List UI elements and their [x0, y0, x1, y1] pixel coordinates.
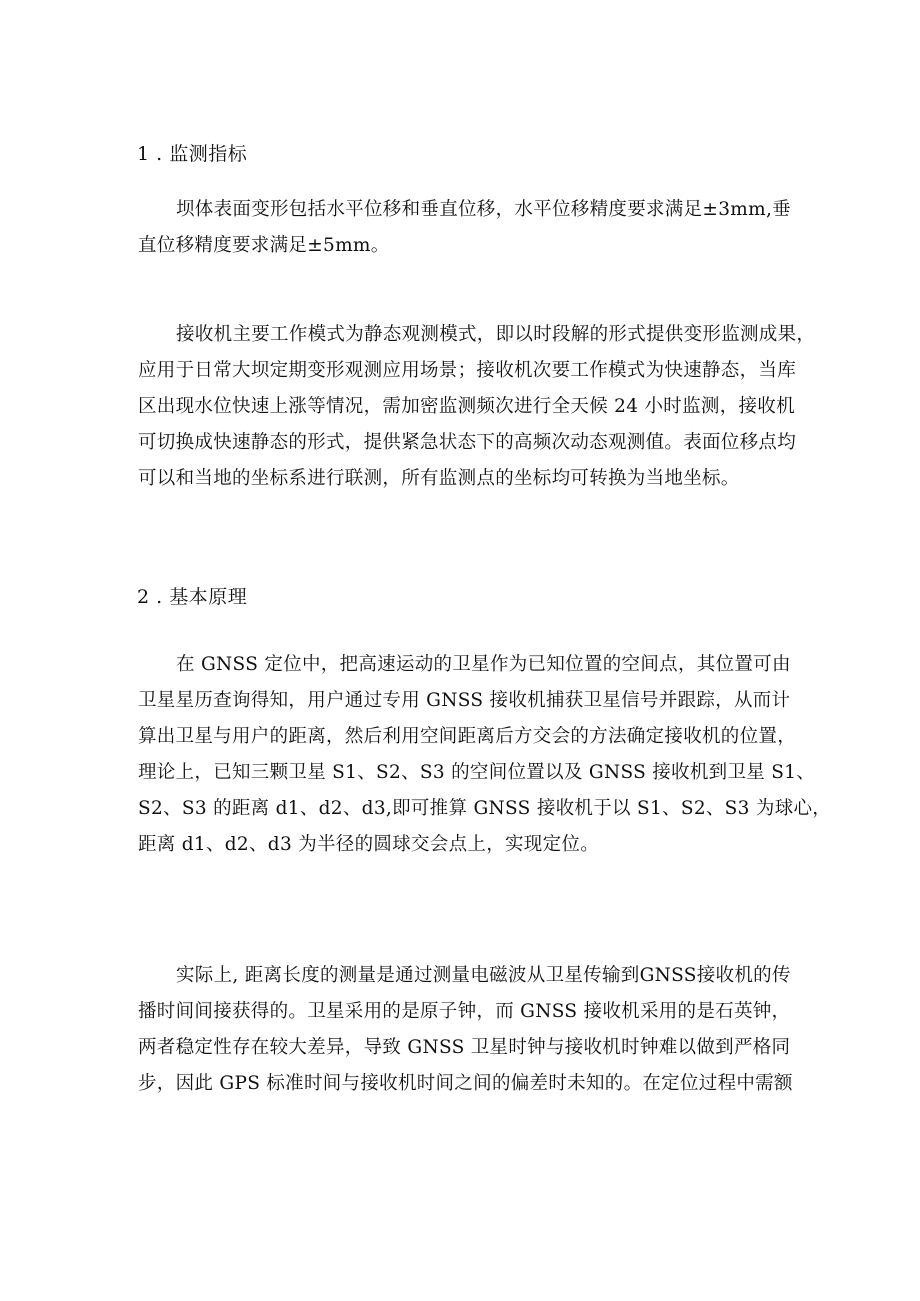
paragraph-line: 理论上，已知三颗卫星 S1、S2、S3 的空间位置以及 GNSS 接收机到卫星 S1、 — [138, 762, 816, 783]
paragraph-gnss-positioning — [138, 647, 832, 863]
paragraph-line: S2、S3 的距离 d1、d2、d3,即可推算 GNSS 接收机于以 S1、S2、S3 为球心， — [138, 798, 832, 819]
section-heading-basic-principle: 2 . 基本原理 — [137, 586, 248, 608]
paragraph-line: 算出卫星与用户的距离，然后利用空间距离后方交会的方法确定接收机的位置， — [138, 726, 797, 747]
paragraph-surface-deformation — [138, 192, 798, 264]
paragraph-line: 距离 d1、d2、d3 为半径的圆球交会点上，实现定位。 — [138, 834, 600, 855]
paragraph-line: 可切换成快速静态的形式，提供紧急状态下的高频次动态观测值。表面位移点均 — [138, 432, 797, 453]
paragraph-line: 区出现水位快速上涨等情况，需加密监测频次进行全天候 24 小时监测，接收机 — [138, 396, 795, 417]
paragraph-line: 坝体表面变形包括水平位移和垂直位移，水平位移精度要求满足±3mm,垂 — [176, 199, 791, 220]
paragraph-line: 两者稳定性存在较大差异，导致 GNSS 卫星时钟与接收机时钟难以做到严格同 — [138, 1037, 791, 1058]
paragraph-line: 应用于日常大坝定期变形观测应用场景；接收机次要工作模式为快速静态，当库 — [138, 360, 797, 381]
paragraph-line: 接收机主要工作模式为静态观测模式，即以时段解的形式提供变形监测成果， — [176, 324, 816, 345]
paragraph-receiver-working-modes — [138, 317, 816, 497]
paragraph-line: 在 GNSS 定位中，把高速运动的卫星作为已知位置的空间点，其位置可由 — [176, 654, 791, 675]
section-heading-monitoring-indicators: 1 . 监测指标 — [137, 143, 248, 165]
paragraph-line: 步，因此 GPS 标准时间与接收机时间之间的偏差时未知的。在定位过程中需额 — [138, 1073, 793, 1094]
paragraph-line: 卫星星历查询得知，用户通过专用 GNSS 接收机捕获卫星信号并跟踪，从而计 — [138, 690, 791, 711]
paragraph-line: 实际上, 距离长度的测量是通过测量电磁波从卫星传输到GNSS接收机的传 — [176, 965, 791, 986]
paragraph-line: 播时间间接获得的。卫星采用的是原子钟，而 GNSS 接收机采用的是石英钟， — [138, 1001, 791, 1022]
paragraph-distance-measurement — [138, 958, 798, 1102]
paragraph-line: 可以和当地的坐标系进行联测，所有监测点的坐标均可转换为当地坐标。 — [138, 468, 740, 489]
paragraph-line: 直位移精度要求满足±5mm。 — [138, 235, 390, 256]
